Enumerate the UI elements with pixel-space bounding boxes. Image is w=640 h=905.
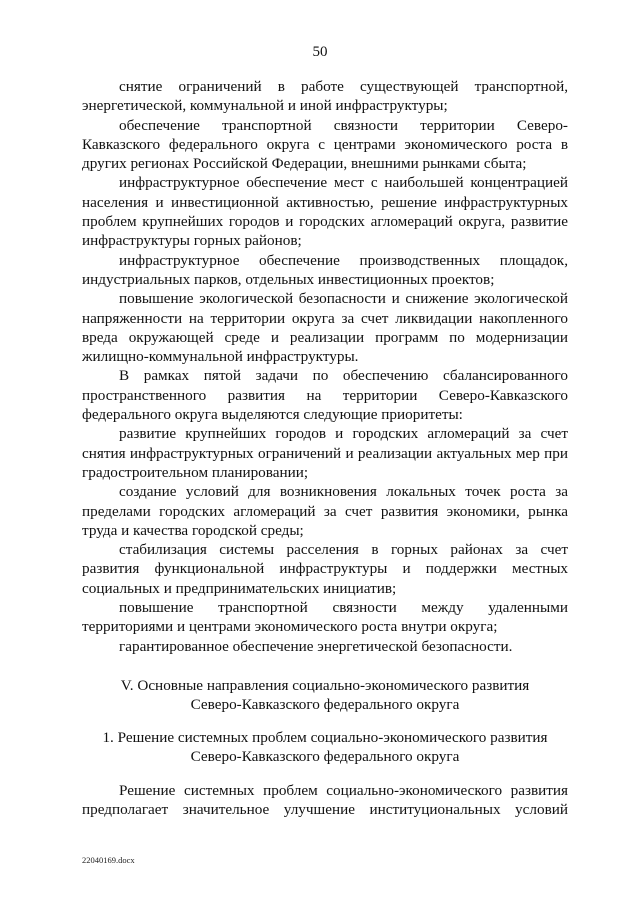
paragraph-5: повышение экологической безопасности и снижение экологической напряженности на территории округа за счет ликвидации накопленного вреда окружающей среде и реализации программ по модернизации жилищно-коммунальной инфраструктуры. [82, 290, 568, 366]
section-heading-line-1: V. Основные направления социально-экономического развития [120, 677, 530, 694]
paragraph-8: создание условий для возникновения локальных точек роста за пределами городских агломераций за счет развития экономики, рынка труда и качества городской среды; [82, 483, 568, 539]
paragraph-1: снятие ограничений в работе существующей транспортной, энергетической, коммунальной и иной инфраструктуры; [82, 78, 568, 115]
paragraph-3: инфраструктурное обеспечение мест с наибольшей концентрацией населения и инвестиционной активностью, решение инфраструктурных проблем крупнейших городов и городских агломераций округа, развитие инфраструктуры горных районов; [82, 174, 568, 250]
paragraph-2: обеспечение транспортной связности территории Северо-Кавказского федерального округа с центрами экономического роста в других регионах Российской Федерации, внешними рынками сбыта; [82, 116, 568, 173]
section-heading-line-2: Северо-Кавказского федерального округа [190, 696, 460, 714]
subsection-heading-line-1: 1. Решение системных проблем социально-экономического развития [102, 729, 548, 746]
paragraph-4: инфраструктурное обеспечение производственных площадок, индустриальных парков, отдельных инвестиционных проектов; [82, 251, 568, 288]
subsection-heading-line-2: Северо-Кавказского федерального округа [190, 748, 460, 766]
page-number: 50 [312, 44, 328, 60]
subsection-heading [82, 728, 568, 767]
paragraph-11: гарантированное обеспечение энергетической безопасности. [119, 637, 513, 655]
document-file-code: 22040169.docx [82, 855, 135, 865]
paragraph-9: стабилизация системы расселения в горных районах за счет развития функциональной инфраструктуры и поддержки местных социальных и предпринимательских инициатив; [82, 541, 568, 597]
body-text [82, 77, 568, 656]
closing-text [82, 781, 568, 820]
closing-paragraph: Решение системных проблем социально-экономического развития предполагает значительное улучшение институциональных условий [82, 782, 568, 819]
section-heading [82, 676, 568, 715]
paragraph-10: повышение транспортной связности между удаленными территориями и центрами экономического роста внутри округа; [82, 599, 568, 636]
paragraph-7: развитие крупнейших городов и городских агломераций за счет снятия инфраструктурных ограничений и реализации актуальных мер при градостроительном планировании; [82, 425, 568, 481]
paragraph-6: В рамках пятой задачи по обеспечению сбалансированного пространственного развития на территории Северо-Кавказского федерального округа выделяются следующие приоритеты: [82, 367, 568, 424]
